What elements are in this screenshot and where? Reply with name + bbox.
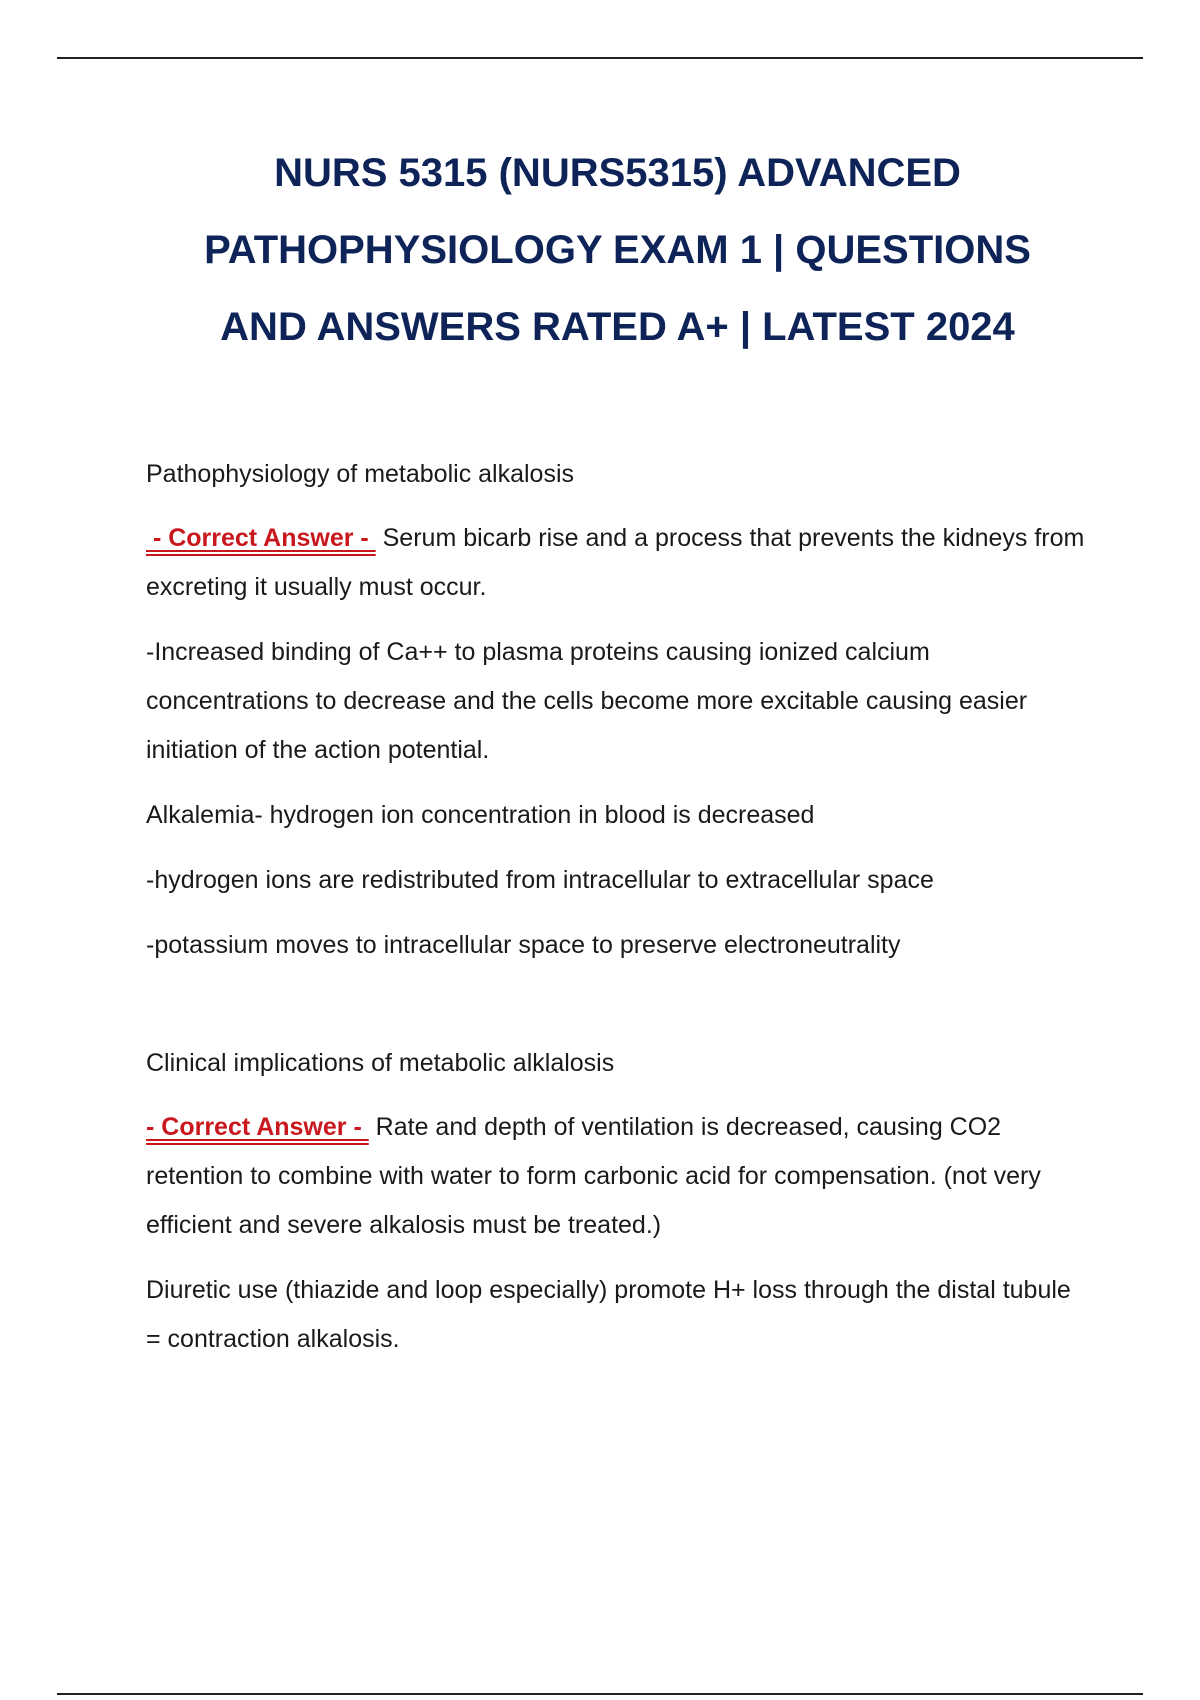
question-text: Clinical implications of metabolic alklalosis bbox=[146, 1049, 615, 1077]
answer-detail: Alkalemia- hydrogen ion concentration in blood is decreased bbox=[146, 801, 815, 829]
answer-detail: -Increased binding of Ca++ to plasma proteins causing ionized calcium concentrations to decrease and the cells become more excitable causing easier initiation of the action potential. bbox=[146, 638, 1028, 764]
answer-detail: -hydrogen ions are redistributed from intracellular to extracellular space bbox=[146, 866, 934, 894]
answer-paragraph bbox=[146, 1103, 1086, 1250]
answer-paragraph bbox=[146, 514, 1086, 612]
answer-detail: Diuretic use (thiazide and loop especially) promote H+ loss through the distal tubule = contraction alkalosis. bbox=[146, 1276, 1071, 1353]
qa-item-1 bbox=[146, 450, 1086, 970]
title-line-3: AND ANSWERS RATED A+ | LATEST 2024 bbox=[220, 305, 1015, 349]
correct-answer-label: - Correct Answer - bbox=[146, 524, 376, 552]
answer-text: Rate and depth of ventilation is decreased, causing CO2 retention to combine with water to form carbonic acid for compensation. (not very efficient and severe alkalosis must be treated.) bbox=[146, 1113, 1041, 1239]
answer-text: Serum bicarb rise and a process that prevents the kidneys from excreting it usually must occur. bbox=[146, 524, 1085, 601]
document-title bbox=[120, 135, 1115, 366]
qa-item-2 bbox=[146, 1039, 1086, 1364]
title-line-1: NURS 5315 (NURS5315) ADVANCED bbox=[274, 151, 961, 195]
answer-detail: -potassium moves to intracellular space to preserve electroneutrality bbox=[146, 931, 901, 959]
title-line-2: PATHOPHYSIOLOGY EXAM 1 | QUESTIONS bbox=[204, 228, 1031, 272]
bottom-rule bbox=[57, 1693, 1143, 1695]
question-text: Pathophysiology of metabolic alkalosis bbox=[146, 460, 575, 488]
correct-answer-label: - Correct Answer - bbox=[146, 1113, 369, 1141]
top-rule bbox=[57, 57, 1143, 59]
document-body bbox=[146, 450, 1086, 1433]
